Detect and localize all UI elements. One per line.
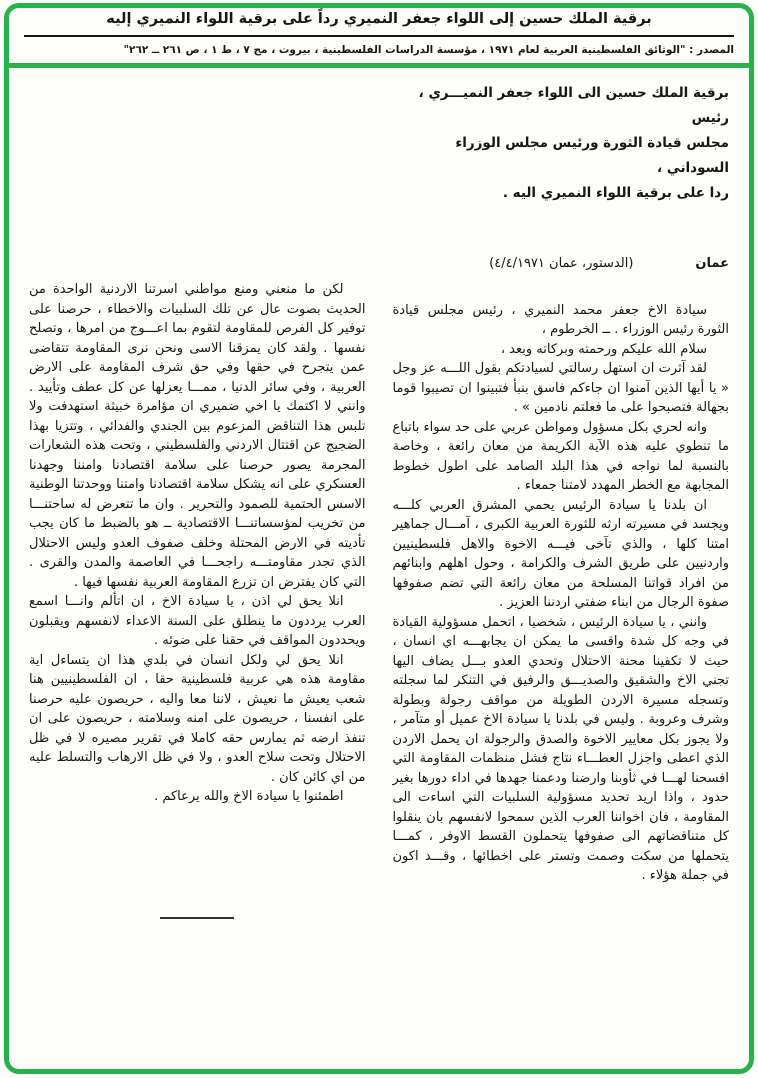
paragraph: ان بلدنا يا سيادة الرئيس يحمي المشرق العربي كلـــه ويجسد في مسيرته ارثه للثورة العربية الكبرى ، آمـــال جماهير امتنا كلها ، والذي تآخى فيـــه الاخوة والاهل فلسطينيين واردنيين على طريق الشرف والكرامة ، وحول اهلهم وابنائهم من افراد قواتنا المسلحة من معان رائعة التي تضم صفوفها صفوة الرجال من ابناء ضفتي اردننا العزيز . [392,497,729,610]
column-right [393,81,730,919]
source-citation: المصدر : "الوثائق الفلسطينية العربية لعام ١٩٧١ ، مؤسسة الدراسات الفلسطينية ، بيروت ، مج ٧ ، ط ١ ، ص ٢٦١ ــ ٢٦٢" [123,44,734,56]
paragraph: لقد آثرت ان استهل رسالتي لسيادتكم بقول اللـــه عز وجل « يا أيها الذين آمنوا ان جاءكم فاسق بنبأ فتبينوا ان تصيبوا قوما بجهالة فتصبحوا على ما فعلتم نادمين » . [392,361,729,415]
dateline-citation: (الدستور، عمان ٤/٤/١٩٧١) [489,256,634,271]
letter-heading-line: مجلس قيادة الثورة ورئيس مجلس الوزراء السوداني ، [455,135,729,176]
closing-rule [160,917,234,919]
document-title: برقية الملك حسين إلى اللواء جعفر النميري رداً على برقية اللواء النميري إليه [106,11,652,27]
paragraph: وانني ، يا سيادة الرئيس ، شخصيا ، اتحمل مسؤولية القيادة في وجه كل شدة واقسى ما يمكن ان يجابهـــه اي انسان ، حيث لا تكفينا محنة الاحتلال وتحدي العدو بـــل يضاف اليها تجني الاخ والشقيق والصديـــق والرفيق في التنكر لما سجلته وتسجله مسيرة الاردن الطويلة من مواقف رجولة وبطولة وشرف وعروبة . وليس في بلدنا يا سيادة الاخ عميل أو متآمر ، ولا يجوز بكل معايير الاخوة والصدق والرجولة ان يحمل الاردن الذي اعطى واجزل العطـــاء نتاج فشل منظمات المقاومة التي افسحنا لهـــا في ثأوبنا وارضنا ودعمنا جهدها في اداء دورها بغير حدود ، واذا اريد تحديد مسؤولية السلبيات التي اساءت الى المقاومة ، فان اخواننا العرب الذين سمحوا لانفسهم بان ينقلوا كل متناقضاتهم الى صفوفها يتحملون القسط الاوفر ، كمـــا يتحملها من سكت وصمت وتستر على اخطائها ، وقـــد اكون في جملة هؤلاء . [392,614,729,883]
dateline [393,254,730,274]
paragraph: وانه لحري بكل مسؤول ومواطن عربي على حد سواء باتباع ما تنطوي عليه هذه الآية الكريمة من معان رائعة ، وخاصة بالنسبة لما نواجه في هذا البلد الصامد على اطول خطوط المجابهة مع الخطر المهدد لامتنا جمعاء . [392,419,729,493]
column-left [29,81,366,919]
paragraph: اطمئنوا يا سيادة الاخ والله يرعاكم . [154,789,344,804]
paragraph: انلا يحق لي اذن ، يا سيادة الاخ ، ان اتألم وانـــا اسمع العرب يرددون ما ينطلق على السنة الاعداء لانفسهم ويقبلون ويحددون المواقف في حقنا على ضوئه . [29,594,366,648]
paragraph: سلام الله عليكم ورحمته وبركاته وبعد ، [500,341,707,357]
document-body [0,68,758,919]
paragraph: انلا يحق لي ولكل انسان في بلدي هذا ان يتساءل اية مقاومة هذه هي عربية فلسطينية حقا ، ان الفلسطينيين هنا شعب يعيش ما نعيش ، لاننا معا واليه ، حريصون عليه حرصنا على انفسنا ، حريصون على امنه وسلامته ، حريصون على ان تنفذ ارضه ثم يمارس حقه كاملا في تقرير مصيره لا في ظل الاحتلال وتحت سلاح العدو ، ولا في ظل الارهاب والتسلط عليه من اي كائن كان . [29,652,366,785]
letter-heading-line: ردا على برقية اللواء النميري اليه . [502,185,729,201]
paragraph: سيادة الاخ جعفر محمد النميري ، رئيس مجلس قيادة الثورة رئيس الوزراء . ــ الخرطوم ، [392,302,729,337]
letter-heading [393,81,730,206]
letter-heading-line: برقية الملك حسين الى اللواء جعفر النميـــري ، رئيس [418,85,729,126]
document-header [0,0,758,57]
paragraph: لكن ما منعني ومنع مواطني اسرتنا الاردنية الواحدة من الحديث بصوت عال عن تلك السلبيات والاخطاء ، حرصنا على توفير كل الفرص للمقاومة لتقوم بما اعـــوج من امرها ، وتصلح نفسها . ولقد كان يمزقنا الاسى ونحن نرى المقاومة تتقاضى عمن يتجرح في حقها وفي حق شرف المقاومة على الارض العربية ، وفي سائر الدنيا ، ممـــا يعزلها عن كل عطف وتأييد . وانني لا اكتمك يا اخي ضميري ان مؤامرة خبيثة استهدفت ولا تلبس هذا التناقض المزعوم بين الجندي والفدائي ، وتتزيا بهذا الضجيج عن اقتتال الاردني والفلسطيني ، وتحت هذه الشعارات المجرمة يصور حرصنا على سلامة اقتصادنا وامننا وجهدنا العسكري على انه يشكل سلامة اقتصادنا وامتنا ووحدتنا الوطنية الاسس الحتمية للصمود والتحرير . وان ما تتعرض له ساحتنـــا من تخريب لمؤسساتنـــا الاقتصادية ــ هو بالضبط ما كان يجب تأديته في الارض المحتلة وخلف صفوف العدو وليس الاحتلال الذي تجدر مقاومتـــه راجحـــا في العاصمة والمدن والقرى . التي كان يفترض ان تزرع المقاومة العربية نفسها فيها . [29,282,366,590]
title-divider [24,35,734,37]
dateline-place: عمان [695,256,729,271]
